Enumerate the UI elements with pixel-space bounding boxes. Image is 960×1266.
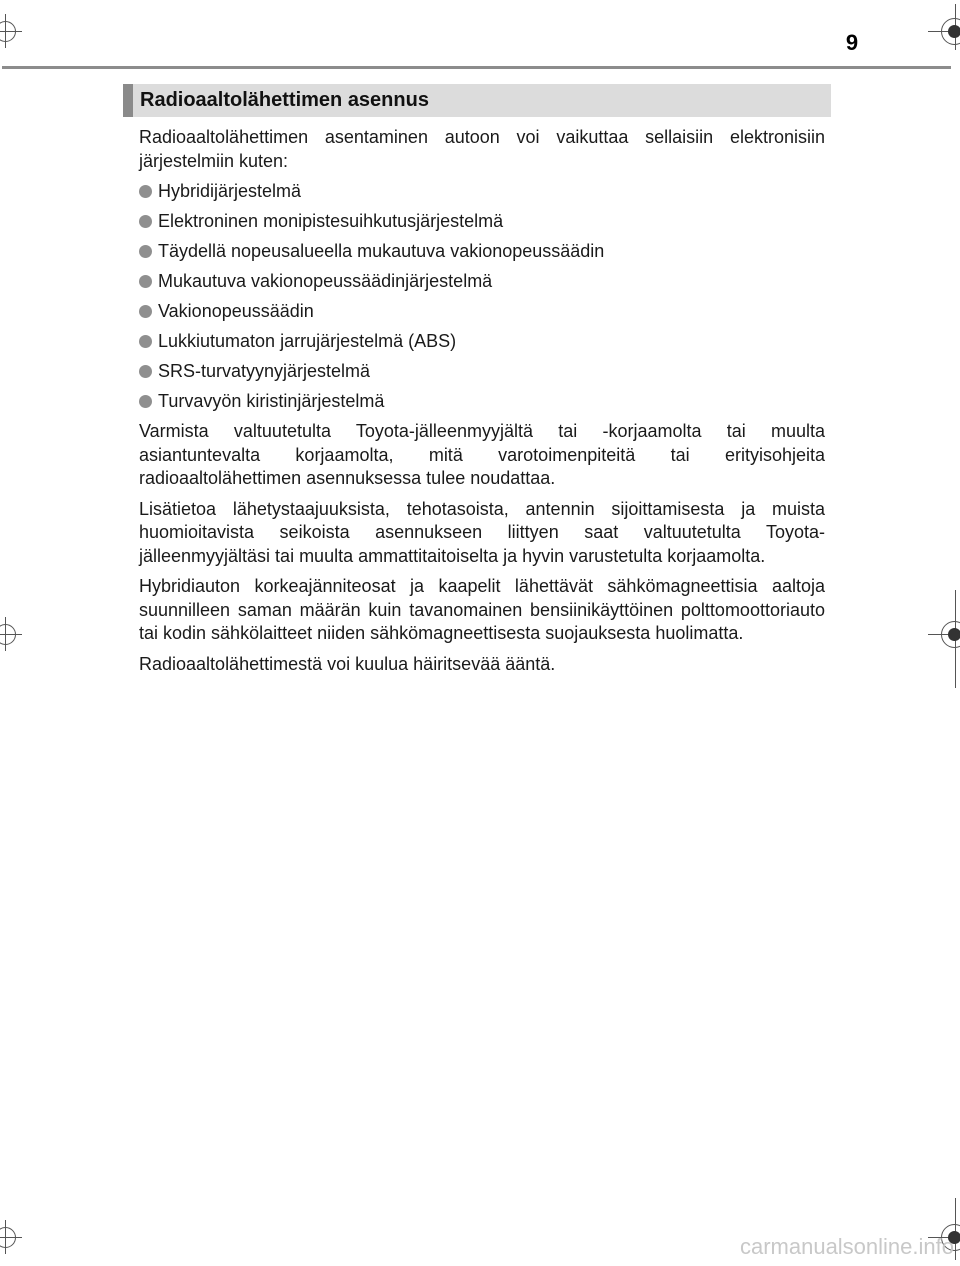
list-item-text: Hybridijärjestelmä bbox=[158, 181, 302, 201]
bullet-icon bbox=[139, 365, 152, 378]
bullet-icon bbox=[139, 305, 152, 318]
page-number: 9 bbox=[845, 30, 859, 55]
body-paragraph: Lisätietoa lähetystaajuuksista, tehotasoista, antennin sijoittamisesta ja muista huomioitavista seikoista asennukseen liittyen saat valtuutetulta Toyota-jälleenmyyjältäsi tai muulta ammattitaitoiselta ja hyvin varustetulta korjaamolta. bbox=[139, 498, 825, 566]
list-item bbox=[139, 210, 825, 234]
section-heading-bar bbox=[123, 84, 831, 117]
list-item bbox=[139, 270, 825, 294]
list-item-text: Turvavyön kiristinjärjestelmä bbox=[158, 391, 385, 411]
list-item-text: Elektroninen monipistesuihkutusjärjestelmä bbox=[158, 211, 504, 231]
list-item bbox=[139, 360, 825, 384]
list-item-text: Vakionopeussäädin bbox=[158, 301, 314, 321]
list-item-text: SRS-turvatyynyjärjestelmä bbox=[158, 361, 371, 381]
watermark-text: carmanualsonline.info bbox=[739, 1234, 954, 1259]
bullet-icon bbox=[139, 245, 152, 258]
body-paragraph: Radioaaltolähettimestä voi kuulua häiritsevää ääntä. bbox=[139, 653, 556, 674]
list-item-text: Täydellä nopeusalueella mukautuva vakionopeussäädin bbox=[158, 241, 605, 261]
list-item bbox=[139, 390, 825, 414]
list-item bbox=[139, 240, 825, 264]
section-title: Radioaaltolähettimen asennus bbox=[140, 89, 429, 111]
body-paragraph: Varmista valtuutetulta Toyota-jälleenmyyjältä tai -korjaamolta tai muulta asiantuntevalta korjaamolta, mitä varotoimenpiteitä tai erityisohjeita radioaaltolähettimen asennuksessa tulee noudattaa. bbox=[139, 421, 825, 488]
bullet-icon bbox=[139, 275, 152, 288]
bullet-icon bbox=[139, 215, 152, 228]
bullet-list bbox=[139, 180, 825, 414]
bullet-icon bbox=[139, 395, 152, 408]
list-item-text: Mukautuva vakionopeussäädinjärjestelmä bbox=[158, 271, 493, 291]
list-item bbox=[139, 180, 825, 204]
body-paragraph: Hybridiauton korkeajänniteosat ja kaapelit lähettävät sähkömagneettisia aaltoja suunnilleen saman määrän kuin tavanomainen bensiinikäyttöinen polttomoottoriauto tai kodin sähkölaitteet niiden sähkömagneettisesta suojauksesta huolimatta. bbox=[139, 576, 825, 643]
intro-paragraph: Radioaaltolähettimen asentaminen autoon voi vaikuttaa sellaisiin elektronisiin järjestelmiin kuten: bbox=[139, 127, 825, 171]
bullet-icon bbox=[139, 335, 152, 348]
list-item bbox=[139, 300, 825, 324]
body-content bbox=[139, 126, 825, 683]
header-rule bbox=[2, 66, 951, 69]
list-item-text: Lukkiutumaton jarrujärjestelmä (ABS) bbox=[158, 331, 457, 351]
list-item bbox=[139, 330, 825, 354]
bullet-icon bbox=[139, 185, 152, 198]
